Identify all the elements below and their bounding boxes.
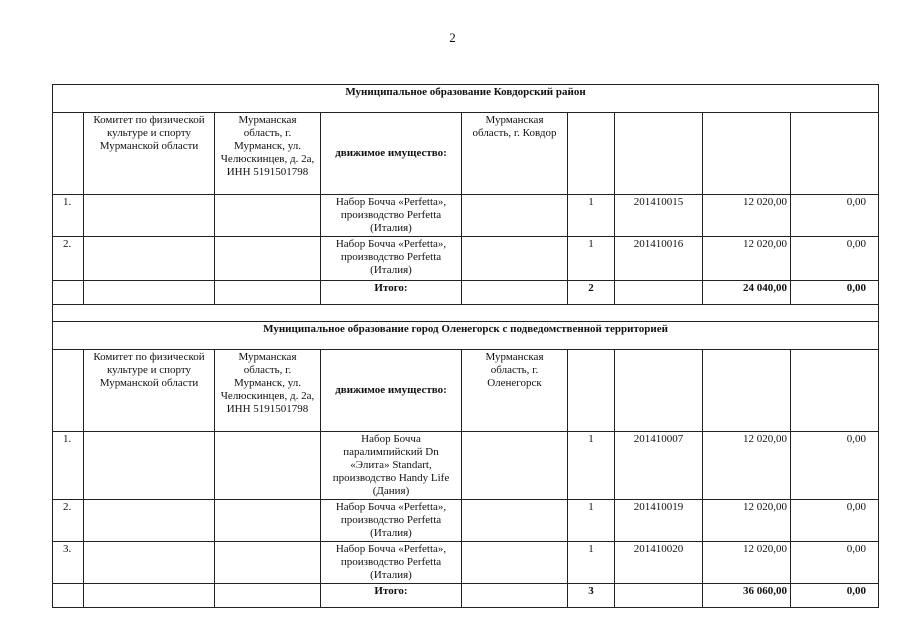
empty-cell <box>215 237 321 281</box>
quantity: 1 <box>568 432 615 500</box>
empty-cell <box>615 113 703 195</box>
inventory-code: 201410007 <box>615 432 703 500</box>
inventory-code: 201410020 <box>615 542 703 584</box>
address-cell: Мурманская область, г. Мурманск, ул. Челюскинцев, д. 2а, ИНН 5191501798 <box>215 350 321 432</box>
empty-cell <box>615 584 703 608</box>
section-title-row <box>53 85 879 113</box>
total-label: Итого: <box>321 281 462 305</box>
total-residual: 0,00 <box>791 281 879 305</box>
num-cell <box>53 350 84 432</box>
organization-cell: Комитет по физической культуре и спорту Мурманской области <box>84 350 215 432</box>
empty-cell <box>791 113 879 195</box>
table-row <box>53 195 879 237</box>
residual-value: 0,00 <box>791 195 879 237</box>
empty-cell <box>84 542 215 584</box>
total-quantity: 3 <box>568 584 615 608</box>
empty-cell <box>568 113 615 195</box>
book-value: 12 020,00 <box>703 195 791 237</box>
book-value: 12 020,00 <box>703 237 791 281</box>
section-header-row <box>53 113 879 195</box>
quantity: 1 <box>568 237 615 281</box>
residual-value: 0,00 <box>791 432 879 500</box>
book-value: 12 020,00 <box>703 432 791 500</box>
book-value: 12 020,00 <box>703 542 791 584</box>
destination-cell: Мурманская область, г. Оленегорск <box>462 350 568 432</box>
empty-cell <box>791 350 879 432</box>
empty-cell <box>703 113 791 195</box>
num-cell <box>53 113 84 195</box>
section-spacer <box>53 305 879 322</box>
empty-cell <box>53 281 84 305</box>
empty-cell <box>462 237 568 281</box>
destination-cell: Мурманская область, г. Ковдор <box>462 113 568 195</box>
empty-cell <box>462 281 568 305</box>
empty-cell <box>462 584 568 608</box>
empty-cell <box>462 195 568 237</box>
item-name: Набор Бочча «Perfetta», производство Perfetta (Италия) <box>321 542 462 584</box>
empty-cell <box>215 195 321 237</box>
empty-cell <box>615 350 703 432</box>
empty-cell <box>215 500 321 542</box>
empty-cell <box>84 584 215 608</box>
row-number: 2. <box>53 237 84 281</box>
address-cell: Мурманская область, г. Мурманск, ул. Челюскинцев, д. 2а, ИНН 5191501798 <box>215 113 321 195</box>
residual-value: 0,00 <box>791 237 879 281</box>
empty-cell <box>215 542 321 584</box>
item-name: Набор Бочча «Perfetta», производство Perfetta (Италия) <box>321 195 462 237</box>
property-type-cell: движимое имущество: <box>321 350 462 432</box>
empty-cell <box>462 500 568 542</box>
empty-cell <box>615 281 703 305</box>
inventory-code: 201410019 <box>615 500 703 542</box>
empty-cell <box>462 542 568 584</box>
property-type-cell: движимое имущество: <box>321 113 462 195</box>
item-name: Набор Бочча паралимпийский Dn «Элита» Standart, производство Handy Life (Дания) <box>321 432 462 500</box>
empty-cell <box>84 500 215 542</box>
total-label: Итого: <box>321 584 462 608</box>
empty-cell <box>53 584 84 608</box>
total-residual: 0,00 <box>791 584 879 608</box>
residual-value: 0,00 <box>791 542 879 584</box>
empty-cell <box>84 281 215 305</box>
section-title: Муниципальное образование Ковдорский район <box>53 85 879 113</box>
table-row <box>53 500 879 542</box>
quantity: 1 <box>568 195 615 237</box>
row-number: 1. <box>53 195 84 237</box>
empty-cell <box>84 432 215 500</box>
inventory-code: 201410015 <box>615 195 703 237</box>
total-row <box>53 281 879 305</box>
total-quantity: 2 <box>568 281 615 305</box>
empty-cell <box>462 432 568 500</box>
inventory-code: 201410016 <box>615 237 703 281</box>
residual-value: 0,00 <box>791 500 879 542</box>
quantity: 1 <box>568 542 615 584</box>
table-row <box>53 237 879 281</box>
empty-cell <box>215 584 321 608</box>
empty-cell <box>215 432 321 500</box>
empty-cell <box>703 350 791 432</box>
section-title: Муниципальное образование город Оленегорск с подведомственной территорией <box>53 322 879 350</box>
row-number: 2. <box>53 500 84 542</box>
table-row <box>53 542 879 584</box>
empty-cell <box>84 237 215 281</box>
organization-cell: Комитет по физической культуре и спорту Мурманской области <box>84 113 215 195</box>
spacer-cell <box>53 305 879 322</box>
row-number: 1. <box>53 432 84 500</box>
property-transfer-table <box>52 84 879 608</box>
section-title-row <box>53 322 879 350</box>
total-value: 36 060,00 <box>703 584 791 608</box>
total-value: 24 040,00 <box>703 281 791 305</box>
item-name: Набор Бочча «Perfetta», производство Perfetta (Италия) <box>321 500 462 542</box>
book-value: 12 020,00 <box>703 500 791 542</box>
item-name: Набор Бочча «Perfetta», производство Perfetta (Италия) <box>321 237 462 281</box>
empty-cell <box>215 281 321 305</box>
row-number: 3. <box>53 542 84 584</box>
empty-cell <box>568 350 615 432</box>
empty-cell <box>84 195 215 237</box>
total-row <box>53 584 879 608</box>
page-number: 2 <box>449 30 456 45</box>
table-row <box>53 432 879 500</box>
section-header-row <box>53 350 879 432</box>
quantity: 1 <box>568 500 615 542</box>
